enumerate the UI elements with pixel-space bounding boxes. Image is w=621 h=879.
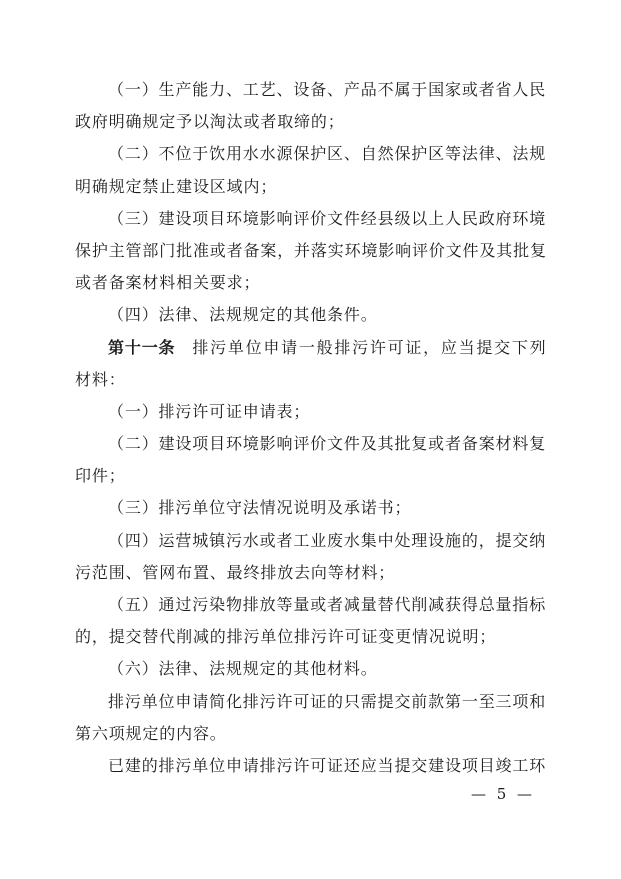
clause-2-location — [75, 138, 549, 202]
text-line: 明确规定禁止建设区域内； — [75, 176, 278, 196]
text-line: 已建的排污单位申请排污许可证还应当提交建设项目竣工环 — [108, 755, 547, 775]
text-line: 排污单位申请简化排污许可证的只需提交前款第一至三项和 — [108, 691, 547, 711]
text-line: 政府明确规定予以淘汰或者取缔的； — [75, 112, 345, 132]
page-number: — 5 — — [470, 785, 536, 803]
text-line: 第六项规定的内容。 — [75, 723, 227, 743]
text-line: 材料： — [75, 369, 126, 389]
text-line: 保护主管部门批准或者备案，并落实环境影响评价文件及其批复 — [75, 240, 547, 260]
text-line: （五）通过污染物排放等量或者减量替代削减获得总量指标 — [108, 595, 547, 614]
article-first-line — [75, 332, 549, 364]
clause-4-other-conditions — [75, 299, 549, 331]
text-line: （三）建设项目环境影响评价文件经县级以上人民政府环境 — [108, 208, 547, 228]
material-5-total-quota — [75, 589, 549, 653]
text-line: （一）生产能力、工艺、设备、产品不属于国家或者省人民 — [108, 80, 547, 99]
article-11 — [75, 332, 549, 396]
text-line: （二）建设项目环境影响评价文件及其批复或者备案材料复 — [108, 434, 547, 454]
material-6-other — [75, 653, 549, 685]
material-3-compliance-statement — [75, 492, 549, 524]
text-line: 污范围、管网布置、最终排放去向等材料； — [75, 562, 396, 582]
simplified-permit-note — [75, 686, 549, 750]
text-line: （二）不位于饮用水水源保护区、自然保护区等法律、法规 — [108, 144, 547, 164]
text-line: 或者备案材料相关要求； — [75, 273, 261, 293]
text-line: （四）运营城镇污水或者工业废水集中处理设施的，提交纳 — [108, 530, 547, 550]
text-line: （六）法律、法规规定的其他材料。 — [108, 659, 378, 679]
clause-3-eia-approval — [75, 203, 549, 300]
material-2-eia-copy — [75, 428, 549, 492]
text-line: 的，提交替代削减的排污单位排污许可证变更情况说明； — [75, 627, 497, 647]
text-line: （一）排污许可证申请表； — [108, 401, 311, 421]
document-body — [75, 74, 549, 782]
text-line: 印件； — [75, 466, 126, 486]
article-heading: 第十一条 — [108, 337, 176, 357]
text-line: （三）排污单位守法情况说明及承诺书； — [108, 498, 412, 518]
text-line: （四）法律、法规规定的其他条件。 — [108, 305, 378, 325]
material-4-treatment-facility — [75, 525, 549, 589]
text-line: 排污单位申请一般排污许可证，应当提交下列 — [192, 337, 548, 357]
clause-1-capacity — [75, 74, 549, 138]
material-1-application-form — [75, 396, 549, 428]
existing-unit-note — [75, 750, 549, 782]
